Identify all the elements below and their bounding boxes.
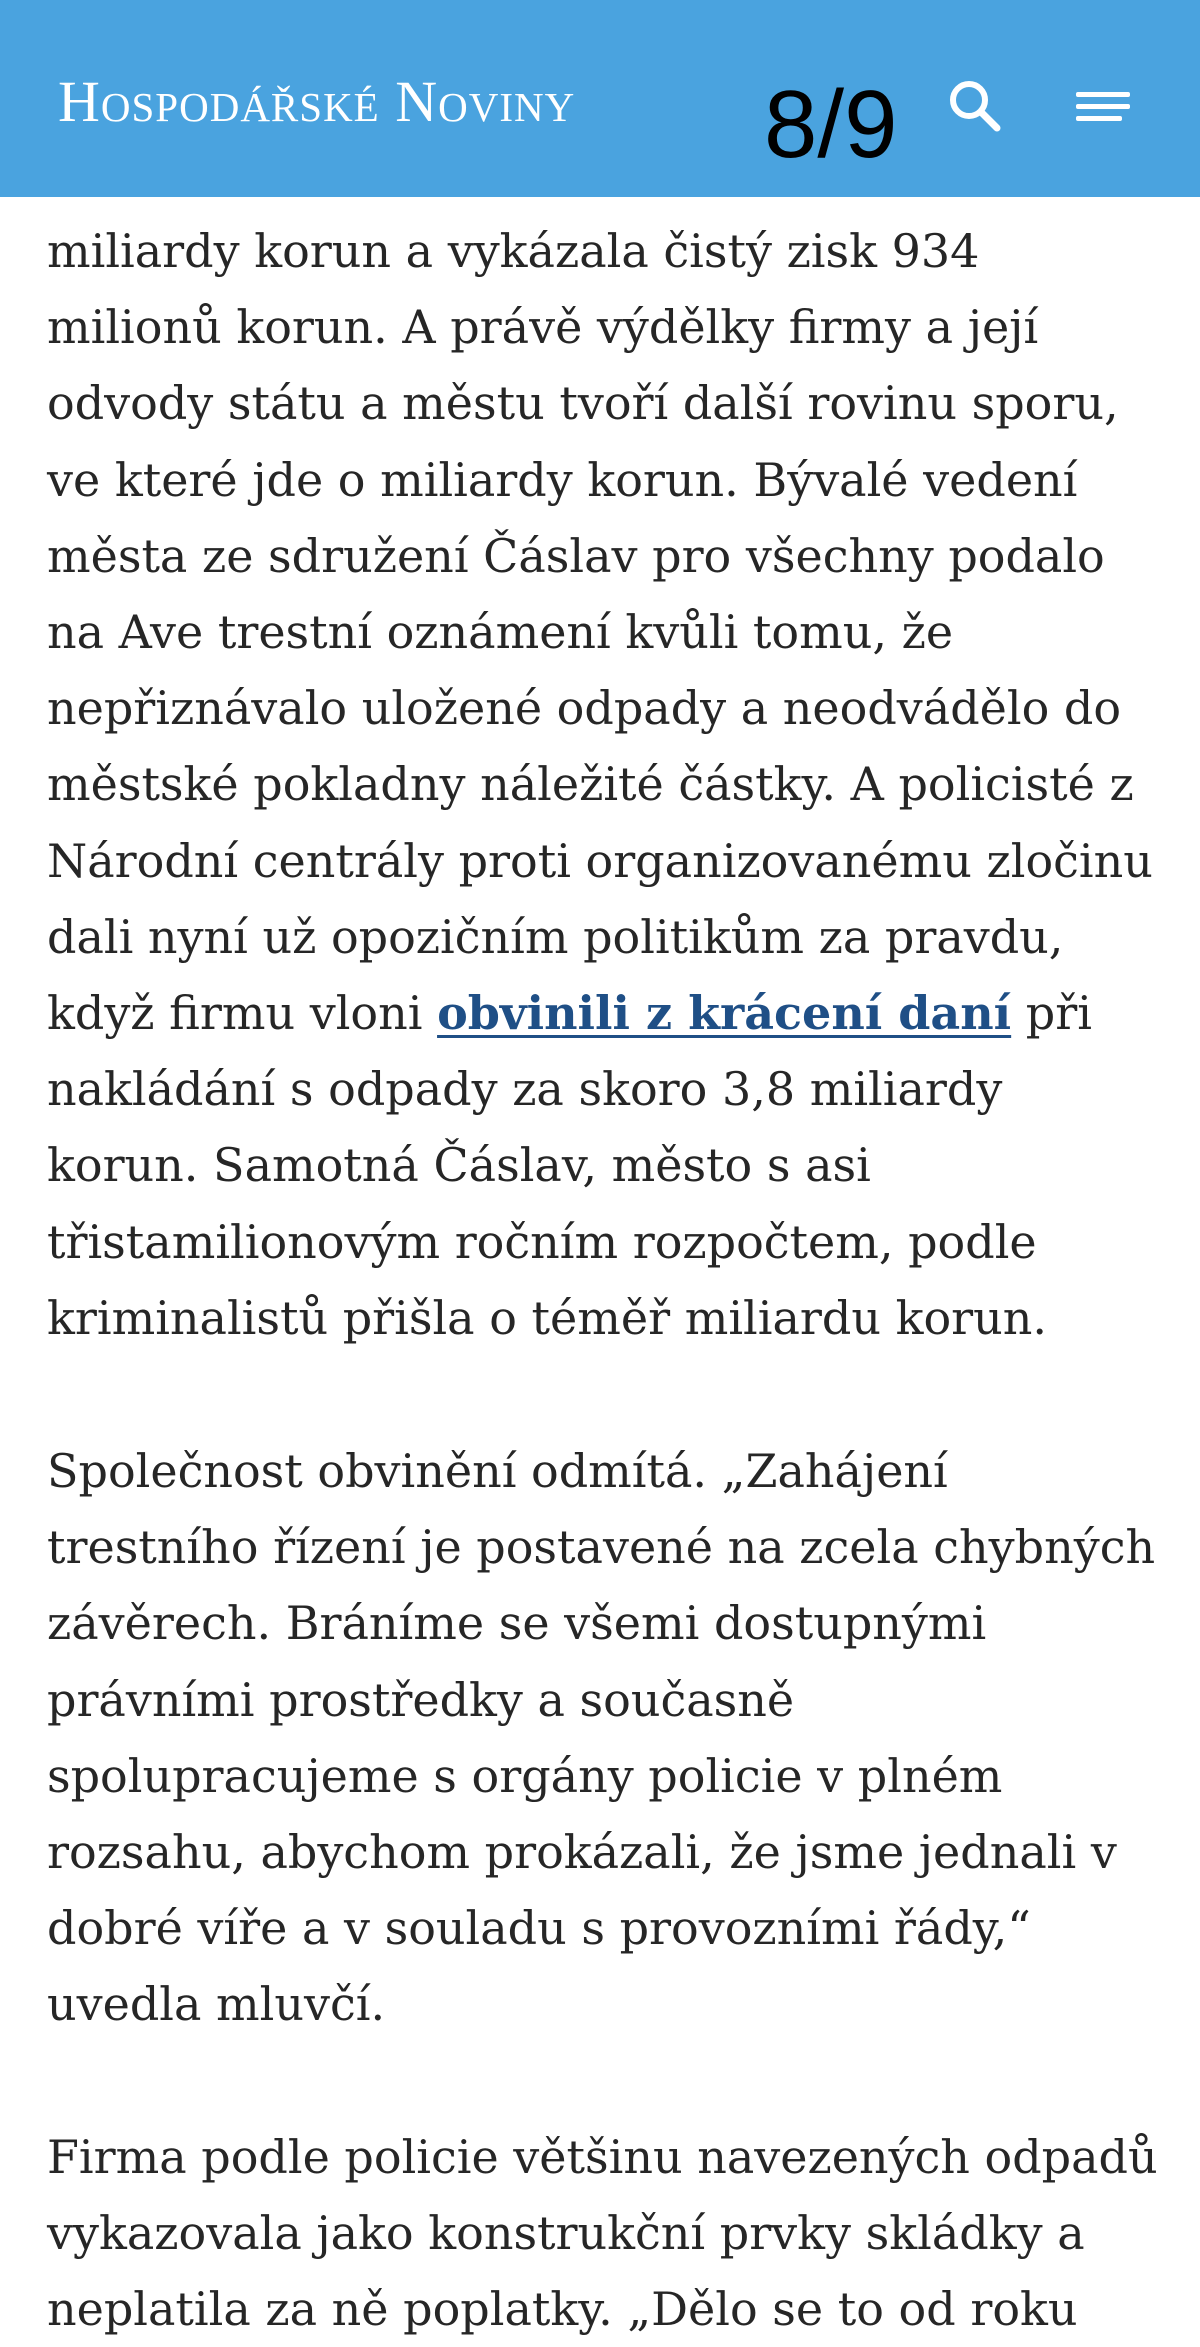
search-icon (945, 76, 1005, 136)
site-header (0, 0, 1200, 197)
paragraph-text: při nakládání s odpady za skoro 3,8 miliardy korun. Samotná Čáslav, město s asi třistamilionovým ročním rozpočtem, podle kriminalistů přišla o téměř miliardu korun. (47, 986, 1092, 1345)
hamburger-menu-icon (1073, 76, 1133, 136)
article-paragraph (47, 213, 1167, 1356)
article-paragraph: Firma podle policie většinu navezených odpadů vykazovala jako konstrukční prvky skládky a neplatila za ně poplatky. „Dělo se to od roku (47, 2129, 1158, 2337)
site-logo[interactable]: Hospodářské Noviny (58, 69, 576, 134)
search-button[interactable] (935, 66, 1015, 146)
article-paragraph: Společnost obvinění odmítá. „Zahájení trestního řízení je postavené na zcela chybných závěrech. Bráníme se všemi dostupnými právními prostředky a současně spolupracujeme s orgány policie v plném rozsahu, abychom prokázali, že jsme jednali v dobré víře a v souladu s provozními řády,“ uvedla mluvčí. (47, 1444, 1156, 2032)
menu-button[interactable] (1063, 66, 1143, 146)
paragraph-text: miliardy korun a vykázala čistý zisk 934 milionů korun. A právě výdělky firmy a její odvody státu a městu tvoří další rovinu sporu, ve které jde o miliardy korun. Bývalé vedení města ze sdružení Čáslav pro všechny podalo na Ave trestní oznámení kvůli tomu, že nepřiznávalo uložené odpady a neodvádělo do městské pokladny náležité částky. A policisté z Národní centrály proti organizovanému zločinu dali nyní už opozičním politikům za pravdu, když firmu vloni (47, 224, 1153, 1041)
page-counter: 8/9 (764, 71, 898, 178)
article-link-tax-evasion[interactable]: obvinili z krácení daní (437, 986, 1012, 1041)
article-body (47, 197, 1167, 2347)
